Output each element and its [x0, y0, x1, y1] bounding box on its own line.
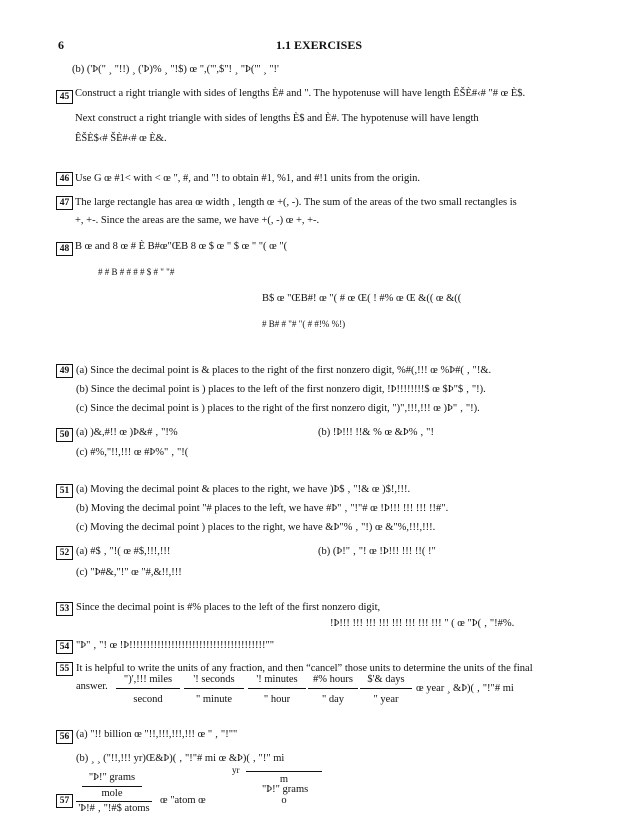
fraction-57-right-bar — [246, 771, 322, 772]
exercise-56b-unit: yr — [232, 765, 240, 775]
fraction-57-denominator: 'Þ!# ‚ "!#$ atoms — [78, 803, 150, 814]
fraction-1-bar — [116, 688, 180, 689]
exercise-50c: (c) #%,"!!,!!! œ #Þ%" ‚ "!( — [76, 447, 189, 458]
problem-number-55: 55 — [56, 662, 73, 676]
problem-number-57: 57 — [56, 794, 73, 808]
fraction-4-bar — [308, 688, 358, 689]
problem-number-52: 52 — [56, 546, 73, 560]
fraction-5-denominator: " year — [373, 694, 399, 705]
exercise-56b: (b) ¸ ¸ ("!!,!!! yr)Œ&Þ)( ‚ "!"# mi œ &Þ)( ‚ "!" mi — [76, 753, 285, 764]
exercise-52c: (c) "Þ#&,"!" œ "#,&!!,!!! — [76, 567, 182, 578]
exercise-45-line1: Construct a right triangle with sides of lengths È# and ". The hypotenuse will have length ÊŠÈ#‹# "# œ È$. — [75, 88, 526, 99]
exercise-48-line1: B œ and 8 œ # È B#œ"ŒB 8 œ $ œ " $ œ " "( œ "( — [75, 241, 288, 252]
exercise-51c: (c) Moving the decimal point ) places to the right, we have &Þ"% ‚ "!) œ &"%,!!!,!!!. — [76, 522, 436, 533]
exercise-46-text: Use G œ #1< with < œ ", #, and "! to obtain #1, %1, and #!1 units from the origin. — [75, 173, 420, 184]
exercise-52a: (a) #$ ‚ "!( œ #$,!!!,!!! — [76, 546, 171, 557]
fraction-57-right-denominator: o — [281, 795, 287, 806]
fraction-3-numerator: '! minutes — [256, 674, 298, 685]
exercise-48-line3: B$ œ "ŒB#! œ "( # œ Œ( ! #% œ Œ &(( œ &(( — [262, 293, 462, 304]
exercise-51b: (b) Moving the decimal point "# places to the left, we have #Þ" ‚ "!"# œ !Þ!!! !!! !!! !!#". — [76, 503, 449, 514]
exercise-49b: (b) Since the decimal point is ) places to the left of the first nonzero digit, !Þ!!!!!!!!$ œ $Þ"$ ‚ "!). — [76, 384, 486, 395]
exercise-52b: (b) (Þ!" ‚ "! œ !Þ!!! !!! !!( !" — [318, 546, 436, 557]
problem-number-46: 46 — [56, 172, 73, 186]
exercise-49a: (a) Since the decimal point is & places to the right of the first nonzero digit, %#(,!!! œ %Þ#( ‚ "!&. — [76, 365, 492, 376]
problem-number-56: 56 — [56, 730, 73, 744]
problem-number-45: 45 — [56, 90, 73, 104]
page-number: 6 — [58, 38, 64, 52]
problem-number-49: 49 — [56, 364, 73, 378]
fraction-5-numerator: $'& days — [367, 674, 405, 685]
exercise-50b: (b) !Þ!!! !!& % œ &Þ% ‚ "! — [318, 427, 434, 438]
problem-number-51: 51 — [56, 484, 73, 498]
fraction-57-bar-1 — [82, 786, 142, 787]
exercise-44b-text: (b) ('Þ(" ¸ "!!) ¸ ('Þ)% ¸ "!$) œ ",("',$"! ¸ "Þ("' ¸ "!' — [72, 64, 279, 75]
exercise-55-line1: It is helpful to write the units of any fraction, and then “cancel” those units to determine the units of the final — [76, 663, 533, 674]
exercise-45-line2: Next construct a right triangle with sides of lengths È$ and È#. The hypotenuse will have length — [75, 113, 479, 124]
exercise-50a: (a) )&,#!! œ )Þ&# ‚ "!% — [76, 427, 178, 438]
exercise-53-line1: Since the decimal point is #% places to the left of the first nonzero digit, — [76, 602, 381, 613]
page-header — [0, 38, 638, 54]
fraction-57-bar-2 — [76, 801, 152, 802]
exercise-48-line4: # B# # "# "( # #!% %!) — [262, 319, 346, 329]
section-title: 1.1 EXERCISES — [275, 38, 363, 52]
problem-number-48: 48 — [56, 242, 73, 256]
fraction-1-denominator: second — [133, 694, 163, 705]
fraction-3-bar — [248, 688, 306, 689]
fraction-57-mole: mole — [101, 788, 123, 799]
exercise-53-line2: !Þ!!! !!! !!! !!! !!! !!! !!! !!! " ( œ "Þ( ‚ "!#%. — [330, 618, 515, 629]
exercise-54-text: "Þ" ‚ "! œ !Þ!!!!!!!!!!!!!!!!!!!!!!!!!!!!!!!!!!!!!!!"" — [76, 640, 275, 651]
fraction-2-bar — [184, 688, 244, 689]
problem-number-50: 50 — [56, 428, 73, 442]
exercise-45-line3: ÊŠÈ$‹# ŠÈ#‹# œ È&. — [75, 133, 167, 144]
problem-number-47: 47 — [56, 196, 73, 210]
exercise-55-result: œ year ¸ &Þ)( ‚ "!"# mi — [416, 683, 514, 694]
exercise-51a: (a) Moving the decimal point & places to the right, we have )Þ$ ‚ "!& œ )$!,!!!. — [76, 484, 411, 495]
fraction-5-bar — [360, 688, 412, 689]
fraction-2-denominator: " minute — [195, 694, 233, 705]
fraction-4-denominator: " day — [321, 694, 345, 705]
exercise-47-line2: +, +-. Since the areas are the same, we have +(, -) œ +, +-. — [75, 215, 320, 226]
fraction-2-numerator: '! seconds — [193, 674, 235, 685]
exercise-47-line1: The large rectangle has area œ width ‚ length œ +(, -). The sum of the areas of the two small rectangles is — [75, 197, 517, 208]
exercise-57-middle: œ "atom œ — [160, 795, 206, 806]
exercise-55-answer-label: answer. — [76, 681, 108, 692]
fraction-57-numerator: "Þ!" grams — [88, 772, 136, 783]
problem-number-54: 54 — [56, 640, 73, 654]
fraction-3-denominator: " hour — [263, 694, 291, 705]
exercise-48-line2: # # B # # # # $ # " "# — [98, 267, 175, 277]
fraction-1-numerator: ")',!!! miles — [123, 674, 173, 685]
fraction-57-right-numerator: m — [279, 774, 289, 785]
exercise-49c: (c) Since the decimal point is ) places to the right of the first nonzero digit, ")",!!!,!!! œ )Þ" ‚ "!). — [76, 403, 480, 414]
exercise-56a: (a) "!! billion œ "!!,!!!,!!!,!!! œ " ‚ "!"" — [76, 729, 238, 740]
fraction-4-numerator: #% hours — [313, 674, 353, 685]
problem-number-53: 53 — [56, 602, 73, 616]
fraction-57-right-value: "Þ!" grams — [262, 784, 309, 795]
